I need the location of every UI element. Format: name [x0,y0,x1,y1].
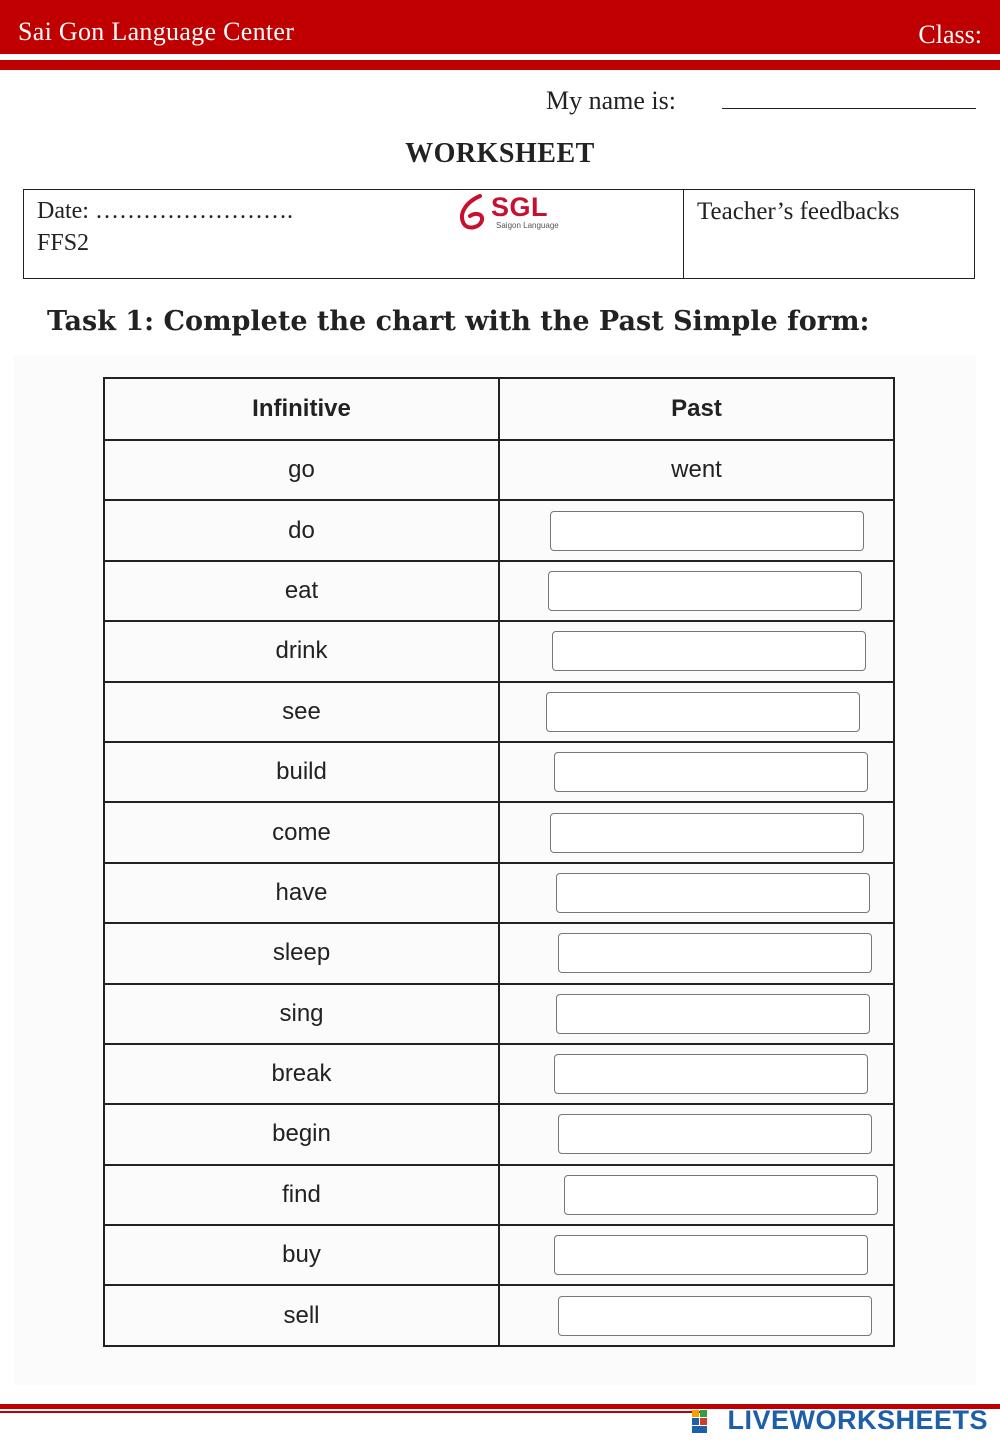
infinitive-cell: drink [104,621,499,681]
table-row [104,500,894,560]
header-bar [0,0,1000,54]
answer-input[interactable] [552,631,866,671]
table-row [104,1225,894,1285]
past-cell [499,1104,894,1164]
answer-input[interactable] [558,1296,872,1336]
past-cell [499,621,894,681]
infinitive-cell: break [104,1044,499,1104]
date-label: Date: ……………………. [37,198,293,224]
footer-divider-thin [0,1411,700,1413]
infinitive-cell: see [104,682,499,742]
infinitive-cell: go [104,440,499,500]
answer-input[interactable] [564,1175,878,1215]
past-cell [499,500,894,560]
center-name: Sai Gon Language Center [18,17,295,46]
answer-input[interactable] [558,933,872,973]
course-code: FFS2 [37,230,90,256]
infinitive-cell: begin [104,1104,499,1164]
table-header-row [104,378,894,440]
answer-input[interactable] [554,752,868,792]
name-input-line[interactable] [722,108,976,109]
table-row [104,1044,894,1104]
answer-input[interactable] [548,571,862,611]
table-row [104,1285,894,1345]
table-row [104,802,894,862]
past-cell [499,984,894,1044]
infinitive-cell: find [104,1165,499,1225]
past-cell [499,1044,894,1104]
past-header: Past [499,378,894,440]
table-row [104,561,894,621]
answer-input[interactable] [550,813,864,853]
table-row [104,863,894,923]
past-cell [499,1165,894,1225]
infinitive-cell: sell [104,1285,499,1345]
teacher-feedback-label: Teacher’s feedbacks [697,198,900,225]
table-row [104,1104,894,1164]
worksheet-title: WORKSHEET [405,138,595,169]
header-divider-gap [0,58,1000,60]
info-divider [683,190,684,278]
liveworksheets-logo: LIVEWORKSHEETS [727,1405,988,1435]
infinitive-header: Infinitive [104,378,499,440]
past-cell [499,863,894,923]
past-cell [499,1285,894,1345]
past-cell: went [499,440,894,500]
sgl-logo [456,190,566,234]
past-cell [499,561,894,621]
answer-input[interactable] [556,873,870,913]
table-row [104,984,894,1044]
verb-rows [104,440,894,1346]
liveworksheets-mark-icon [692,1410,708,1434]
answer-input[interactable] [554,1054,868,1094]
logo-subtext: Saigon Language [496,221,559,230]
answer-input[interactable] [556,994,870,1034]
table-row [104,621,894,681]
infinitive-cell: sleep [104,923,499,983]
infinitive-cell: eat [104,561,499,621]
info-box [23,189,975,279]
answer-input[interactable] [554,1235,868,1275]
infinitive-cell: do [104,500,499,560]
verb-table [103,377,895,1347]
past-cell [499,742,894,802]
sgl-swirl-icon [456,192,492,232]
task1-title: Task 1: Complete the chart with the Past Simple form: [47,306,870,337]
infinitive-cell: sing [104,984,499,1044]
past-cell [499,802,894,862]
infinitive-cell: come [104,802,499,862]
answer-input[interactable] [550,511,864,551]
table-row [104,440,894,500]
class-label: Class: [918,20,982,49]
infinitive-cell: build [104,742,499,802]
answer-input[interactable] [546,692,860,732]
table-row [104,923,894,983]
past-cell [499,1225,894,1285]
table-row [104,742,894,802]
past-cell [499,923,894,983]
table-row [104,682,894,742]
name-label: My name is: [546,86,676,115]
table-row [104,1165,894,1225]
logo-text: SGL [491,192,549,222]
infinitive-cell: have [104,863,499,923]
past-cell [499,682,894,742]
infinitive-cell: buy [104,1225,499,1285]
answer-input[interactable] [558,1114,872,1154]
